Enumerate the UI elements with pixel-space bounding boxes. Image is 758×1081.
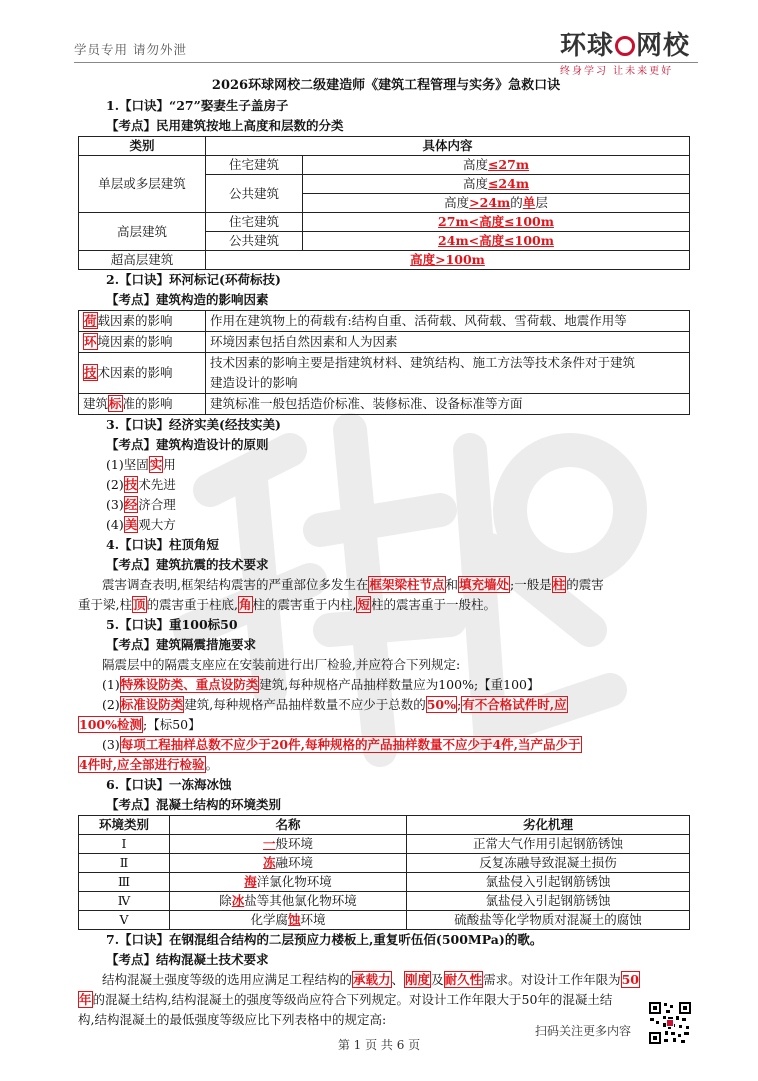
- table-cell: 化学腐蚀环境: [170, 911, 407, 930]
- table-cell: 住宅建筑: [206, 156, 303, 175]
- mnemonic-6: 6.【口诀】一冻海冰蚀: [106, 777, 232, 792]
- mnemonic-1: 1.【口诀】“27”娶妻生子盖房子: [106, 98, 289, 113]
- table-header: 劣化机理: [407, 816, 690, 835]
- table-cell: 一般环境: [170, 835, 407, 854]
- construction-factors-table: [78, 310, 690, 415]
- table-cell: 24m<高度≤100m: [303, 232, 690, 251]
- table-cell: Ⅱ: [79, 854, 170, 873]
- table-cell: 公共建筑: [206, 175, 303, 213]
- logo-text: 环球: [560, 31, 615, 61]
- exam-point-4: 【考点】建筑抗震的技术要求: [106, 557, 269, 572]
- page-title: 2026环球网校二级建造师《建筑工程管理与实务》急救口诀: [211, 78, 561, 93]
- table-header: 类别: [79, 137, 206, 156]
- table-cell: 硫酸盐等化学物质对混凝土的腐蚀: [407, 911, 690, 930]
- table-cell: 环境因素的影响: [79, 332, 206, 353]
- table-cell: 环境因素包括自然因素和人为因素: [206, 332, 690, 353]
- paragraph: (2)标准设防类建筑,每种规格产品抽样数量不应少于总数的50%;有不合格试件时,应: [102, 697, 567, 712]
- table-cell: 单层或多层建筑: [79, 156, 206, 213]
- table-cell: 氯盐侵入引起钢筋锈蚀: [407, 873, 690, 892]
- table-cell: 海洋氯化物环境: [170, 873, 407, 892]
- paragraph: 100%检测;【标50】: [79, 717, 201, 732]
- table-cell: 公共建筑: [206, 232, 303, 251]
- table-cell: 正常大气作用引起钢筋锈蚀: [407, 835, 690, 854]
- table-cell: 作用在建筑物上的荷载有:结构自重、活荷载、风荷载、雪荷载、地震作用等: [206, 311, 690, 332]
- table-cell: 住宅建筑: [206, 213, 303, 232]
- table-cell: 超高层建筑: [79, 251, 206, 270]
- paragraph: 震害调查表明,框架结构震害的严重部位多发生在框架梁柱节点和填充墙处;一般是柱的震害: [102, 577, 604, 592]
- table-cell: 氯盐侵入引起钢筋锈蚀: [407, 892, 690, 911]
- qr-caption: 扫码关注更多内容: [535, 1024, 632, 1038]
- mnemonic-4: 4.【口诀】柱顶角短: [106, 537, 220, 552]
- exam-point-2: 【考点】建筑构造的影响因素: [106, 292, 269, 307]
- page-number: 第 1 页 共 6 页: [337, 1038, 421, 1052]
- paragraph: (3)每项工程抽样总数不应少于20件,每种规格的产品抽样数量不应少于4件,当产品少于: [102, 737, 581, 752]
- environment-class-table: [78, 815, 690, 930]
- table-cell: 高度≤27m: [303, 156, 690, 175]
- table-cell: Ⅴ: [79, 911, 170, 930]
- list-item: (3)经济合理: [106, 497, 176, 512]
- list-item: (2)技术先进: [106, 477, 176, 492]
- table-cell: Ⅲ: [79, 873, 170, 892]
- list-item: (4)美观大方: [106, 517, 176, 532]
- logo-ring-icon: [615, 36, 635, 56]
- table-header: 具体内容: [206, 137, 690, 156]
- paragraph: 4件时,应全部进行检验。: [79, 757, 219, 772]
- paragraph: 年的混凝土结构,结构混凝土的强度等级尚应符合下列规定。对设计工作年限大于50年的混凝土结: [79, 992, 613, 1007]
- exam-point-5: 【考点】建筑隔震措施要求: [106, 637, 257, 652]
- table-cell: 冻融环境: [170, 854, 407, 873]
- exam-point-7: 【考点】结构混凝土技术要求: [106, 952, 269, 967]
- mnemonic-3: 3.【口诀】经济实美(经技实美): [106, 417, 281, 432]
- building-classification-table: [78, 136, 690, 270]
- mnemonic-7: 7.【口诀】在钢混组合结构的二层预应力楼板上,重复听伍佰(500MPa)的歌。: [106, 932, 543, 947]
- table-header: 名称: [170, 816, 407, 835]
- exam-point-1: 【考点】民用建筑按地上高度和层数的分类: [106, 118, 344, 133]
- paragraph: 结构混凝土强度等级的选用应满足工程结构的承载力、刚度及耐久性需求。对设计工作年限为50: [102, 972, 640, 987]
- table-cell: 27m<高度≤100m: [303, 213, 690, 232]
- table-cell: Ⅰ: [79, 835, 170, 854]
- table-cell: 荷载因素的影响: [79, 311, 206, 332]
- mnemonic-2: 2.【口诀】环河标记(环荷标技): [106, 272, 281, 287]
- exam-point-6: 【考点】混凝土结构的环境类别: [106, 797, 282, 812]
- table-cell: Ⅳ: [79, 892, 170, 911]
- list-item: (1)坚固实用: [106, 457, 176, 472]
- table-cell: 反复冻融导致混凝土损伤: [407, 854, 690, 873]
- paragraph: 重于梁,柱顶的震害重于柱底,角柱的震害重于内柱,短柱的震害重于一般柱。: [78, 597, 497, 612]
- paragraph: 隔震层中的隔震支座应在安装前进行出厂检验,并应符合下列规定:: [102, 657, 461, 672]
- table-cell: 高层建筑: [79, 213, 206, 251]
- table-cell: 建筑标准一般包括造价标准、装修标准、设备标准等方面: [206, 394, 690, 415]
- paragraph: 构,结构混凝土的最低强度等级应比下列表格中的规定高:: [78, 1012, 387, 1027]
- table-cell: 高度>24m的单层: [303, 194, 690, 213]
- header-note: 学员专用 请勿外泄: [74, 42, 187, 57]
- paragraph: (1)特殊设防类、重点设防类建筑,每种规格产品抽样数量应为100%;【重100】: [102, 677, 540, 692]
- table-header: 环境类别: [79, 816, 170, 835]
- table-cell: 技术因素的影响: [79, 353, 206, 394]
- mnemonic-5: 5.【口诀】重100标50: [106, 617, 238, 632]
- table-cell: 高度≤24m: [303, 175, 690, 194]
- table-cell: 除冰盐等其他氯化物环境: [170, 892, 407, 911]
- exam-point-3: 【考点】建筑构造设计的原则: [106, 437, 269, 452]
- logo: [560, 32, 700, 77]
- logo-slogan: 终身学习 让未来更好: [560, 66, 674, 77]
- logo-text-2: 网校: [636, 31, 691, 61]
- table-cell: 高度>100m: [206, 251, 690, 270]
- header-divider: [74, 62, 698, 63]
- table-cell: 技术因素的影响主要是指建筑材料、建筑结构、施工方法等技术条件对于建筑 建造设计的影响: [206, 353, 690, 394]
- document-body: [78, 76, 694, 1030]
- table-cell: 建筑标准的影响: [79, 394, 206, 415]
